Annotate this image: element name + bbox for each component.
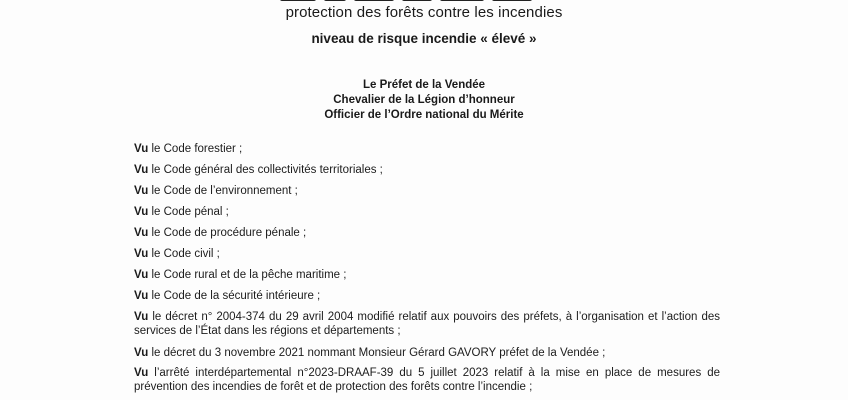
authority-line-honour: Chevalier de la Légion d’honneur: [333, 94, 515, 106]
visa-text: le Code pénal ;: [151, 206, 229, 218]
visa-prefix: Vu: [134, 143, 149, 155]
visa-text: le Code civil ;: [151, 248, 220, 260]
visa-prefix: Vu: [134, 347, 149, 359]
visa-prefix: Vu: [134, 185, 149, 197]
visa-text: le Code général des collectivités territoriales ;: [151, 164, 383, 176]
visa-item: [134, 310, 720, 338]
prefect-authority-block: [0, 78, 848, 123]
visa-item: [134, 184, 720, 198]
visa-text: le Code rural et de la pêche maritime ;: [151, 269, 347, 281]
visa-prefix: Vu: [134, 164, 149, 176]
visa-item: [134, 226, 720, 240]
visa-text: le Code de la sécurité intérieure ;: [151, 290, 321, 302]
visa-prefix: Vu: [134, 311, 149, 323]
visa-text: le décret du 3 novembre 2021 nommant Monsieur Gérard GAVORY préfet de la Vendée ;: [151, 347, 606, 359]
visa-item: [134, 366, 720, 394]
visa-text: le Code de procédure pénale ;: [151, 227, 307, 239]
visa-text: le Code de l’environnement ;: [151, 185, 298, 197]
visa-item: [134, 268, 720, 282]
visa-item: [134, 247, 720, 261]
visa-prefix: Vu: [134, 290, 149, 302]
visa-prefix: Vu: [134, 227, 149, 239]
visa-text: le Code forestier ;: [151, 143, 243, 155]
visa-prefix: Vu: [134, 206, 149, 218]
authority-line-merit: Officier de l’Ordre national du Mérite: [324, 109, 524, 121]
visa-text: l’arrêté interdépartemental n°2023-DRAAF-39 du 5 juillet 2023 relatif à la mise en place de mesures de prévention des incendies de forêt et de protection des forêts contre l’incendie ;: [134, 367, 720, 393]
visa-item: [134, 142, 720, 156]
visa-item: [134, 205, 720, 219]
authority-line-title: Le Préfet de la Vendée: [362, 79, 486, 91]
visa-item: [134, 346, 720, 360]
visa-prefix: Vu: [134, 269, 149, 281]
risk-level-heading: niveau de risque incendie « élevé »: [311, 31, 537, 46]
visa-prefix: Vu: [134, 367, 149, 379]
visa-item: [134, 163, 720, 177]
visa-text: le décret n° 2004-374 du 29 avril 2004 modifié relatif aux pouvoirs des préfets, à l’organisation et l’action des services de l’État dans les régions et départements ;: [134, 311, 720, 337]
decree-subtitle: protection des forêts contre les incendies: [285, 4, 563, 21]
visa-item: [134, 289, 720, 303]
visa-prefix: Vu: [134, 248, 149, 260]
